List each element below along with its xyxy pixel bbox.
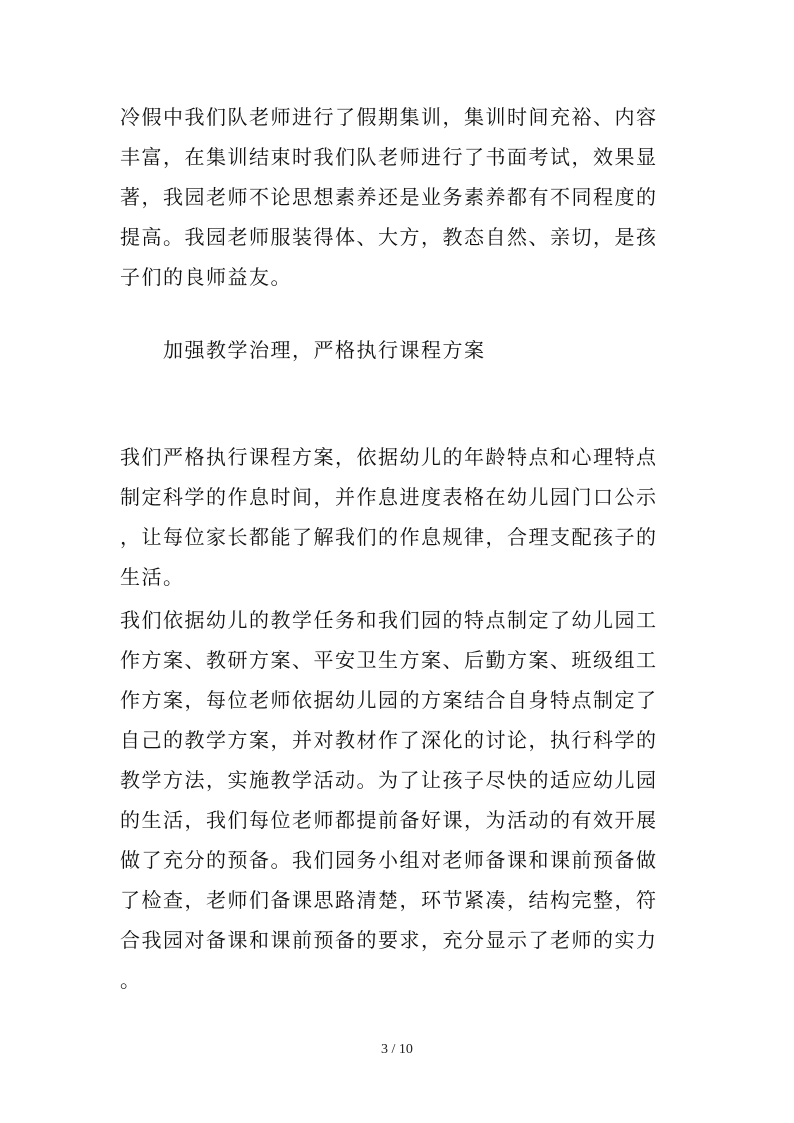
paragraph-3-line-6: 的生活，我们每位老师都提前备好课，为活动的有效开展 <box>120 808 658 832</box>
paragraph-3-line-8: 了检查，老师们备课思路清楚，环节紧凑，结构完整，符 <box>120 888 658 912</box>
paragraph-3-line-4: 自己的教学方案，并对教材作了深化的讨论，执行科学的 <box>120 728 658 752</box>
page-number: 3 / 10 <box>381 1042 413 1057</box>
paragraph-2-line-3: ，让每位家长都能了解我们的作息规律，合理支配孩子的 <box>120 525 658 549</box>
paragraph-3-line-1: 我们依据幼儿的教学任务和我们园的特点制定了幼儿园工 <box>120 608 658 632</box>
paragraph-1-line-3: 著，我园老师不论思想素养还是业务素养都有不同程度的 <box>120 185 658 209</box>
paragraph-3-line-7: 做了充分的预备。我们园务小组对老师备课和课前预备做 <box>120 848 658 872</box>
paragraph-3-line-9: 合我园对备课和课前预备的要求，充分显示了老师的实力 <box>120 928 658 952</box>
paragraph-1-line-1: 冷假中我们队老师进行了假期集训，集训时间充裕、内容 <box>120 105 658 129</box>
paragraph-1-line-4: 提高。我园老师服装得体、大方，教态自然、亲切，是孩 <box>120 225 658 249</box>
paragraph-2-line-1: 我们严格执行课程方案，依据幼儿的年龄特点和心理特点 <box>120 445 658 469</box>
paragraph-2-line-4: 生活。 <box>120 565 185 589</box>
section-heading: 加强教学治理，严格执行课程方案 <box>163 338 486 362</box>
paragraph-3-line-3: 作方案，每位老师依据幼儿园的方案结合自身特点制定了 <box>120 688 658 712</box>
paragraph-3-line-5: 教学方法，实施教学活动。为了让孩子尽快的适应幼儿园 <box>120 768 658 792</box>
paragraph-2-line-2: 制定科学的作息时间，并作息进度表格在幼儿园门口公示 <box>120 485 658 509</box>
paragraph-1-line-2: 丰富，在集训结束时我们队老师进行了书面考试，效果显 <box>120 145 658 169</box>
paragraph-3-line-2: 作方案、教研方案、平安卫生方案、后勤方案、班级组工 <box>120 648 658 672</box>
paragraph-3-line-10: 。 <box>120 968 142 992</box>
paragraph-1-line-5: 子们的良师益友。 <box>120 265 292 289</box>
